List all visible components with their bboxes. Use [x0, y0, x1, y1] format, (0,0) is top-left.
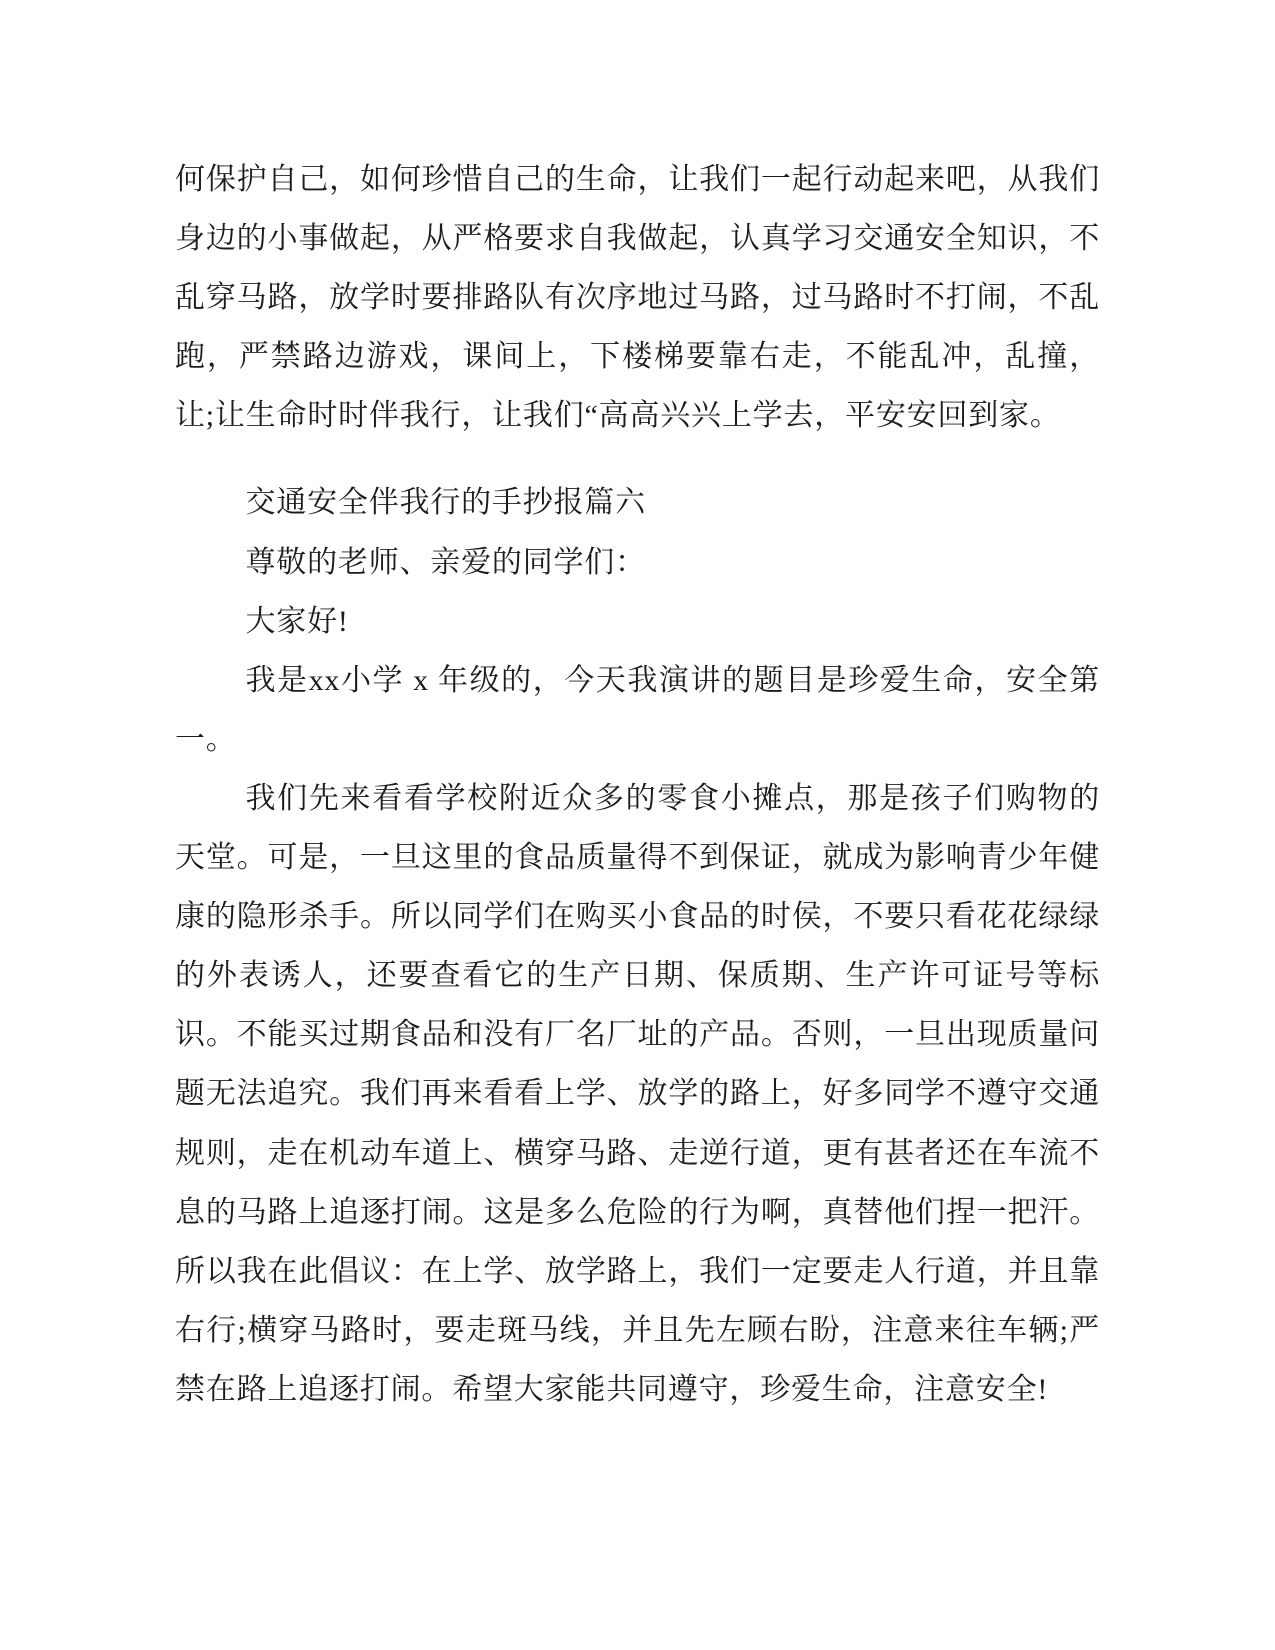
paragraph-salutation: 尊敬的老师、亲爱的同学们： [245, 545, 646, 579]
paragraph-continued: 何保护自己，如何珍惜自己的生命，让我们一起行动起来吧，从我们身边的小事做起，从严格要求自我做起，认真学习交通安全知识，不乱穿马路，放学时要排路队有次序地过马路，过马路时不打闹，不乱跑，严禁路边游戏，课间上，下楼梯要靠右走，不能乱冲，乱撞，让;让生命时时伴我行，让我们“高高兴兴上学去，平安安回到家。 [175, 163, 1100, 433]
paragraph-intro: 我是xx小学 x 年级的，今天我演讲的题目是珍爱生命，安全第一。 [175, 663, 1100, 756]
paragraph-section-title: 交通安全伴我行的手抄报篇六 [245, 486, 646, 520]
document-body [175, 150, 1100, 1419]
paragraph-greeting: 大家好! [245, 604, 349, 638]
paragraph-main: 我们先来看看学校附近众多的零食小摊点，那是孩子们购物的天堂。可是，一旦这里的食品质量得不到保证，就成为影响青少年健康的隐形杀手。所以同学们在购买小食品的时侯，不要只看花花绿绿的外表诱人，还要查看它的生产日期、保质期、生产许可证号等标识。不能买过期食品和没有厂名厂址的产品。否则，一旦出现质量问题无法追究。我们再来看看上学、放学的路上，好多同学不遵守交通规则，走在机动车道上、横穿马路、走逆行道，更有甚者还在车流不息的马路上追逐打闹。这是多么危险的行为啊，真替他们捏一把汗。所以我在此倡议：在上学、放学路上，我们一定要走人行道，并且靠右行;横穿马路时，要走斑马线，并且先左顾右盼，注意来往车辆;严禁在路上追逐打闹。希望大家能共同遵守，珍爱生命，注意安全! [175, 781, 1100, 1406]
